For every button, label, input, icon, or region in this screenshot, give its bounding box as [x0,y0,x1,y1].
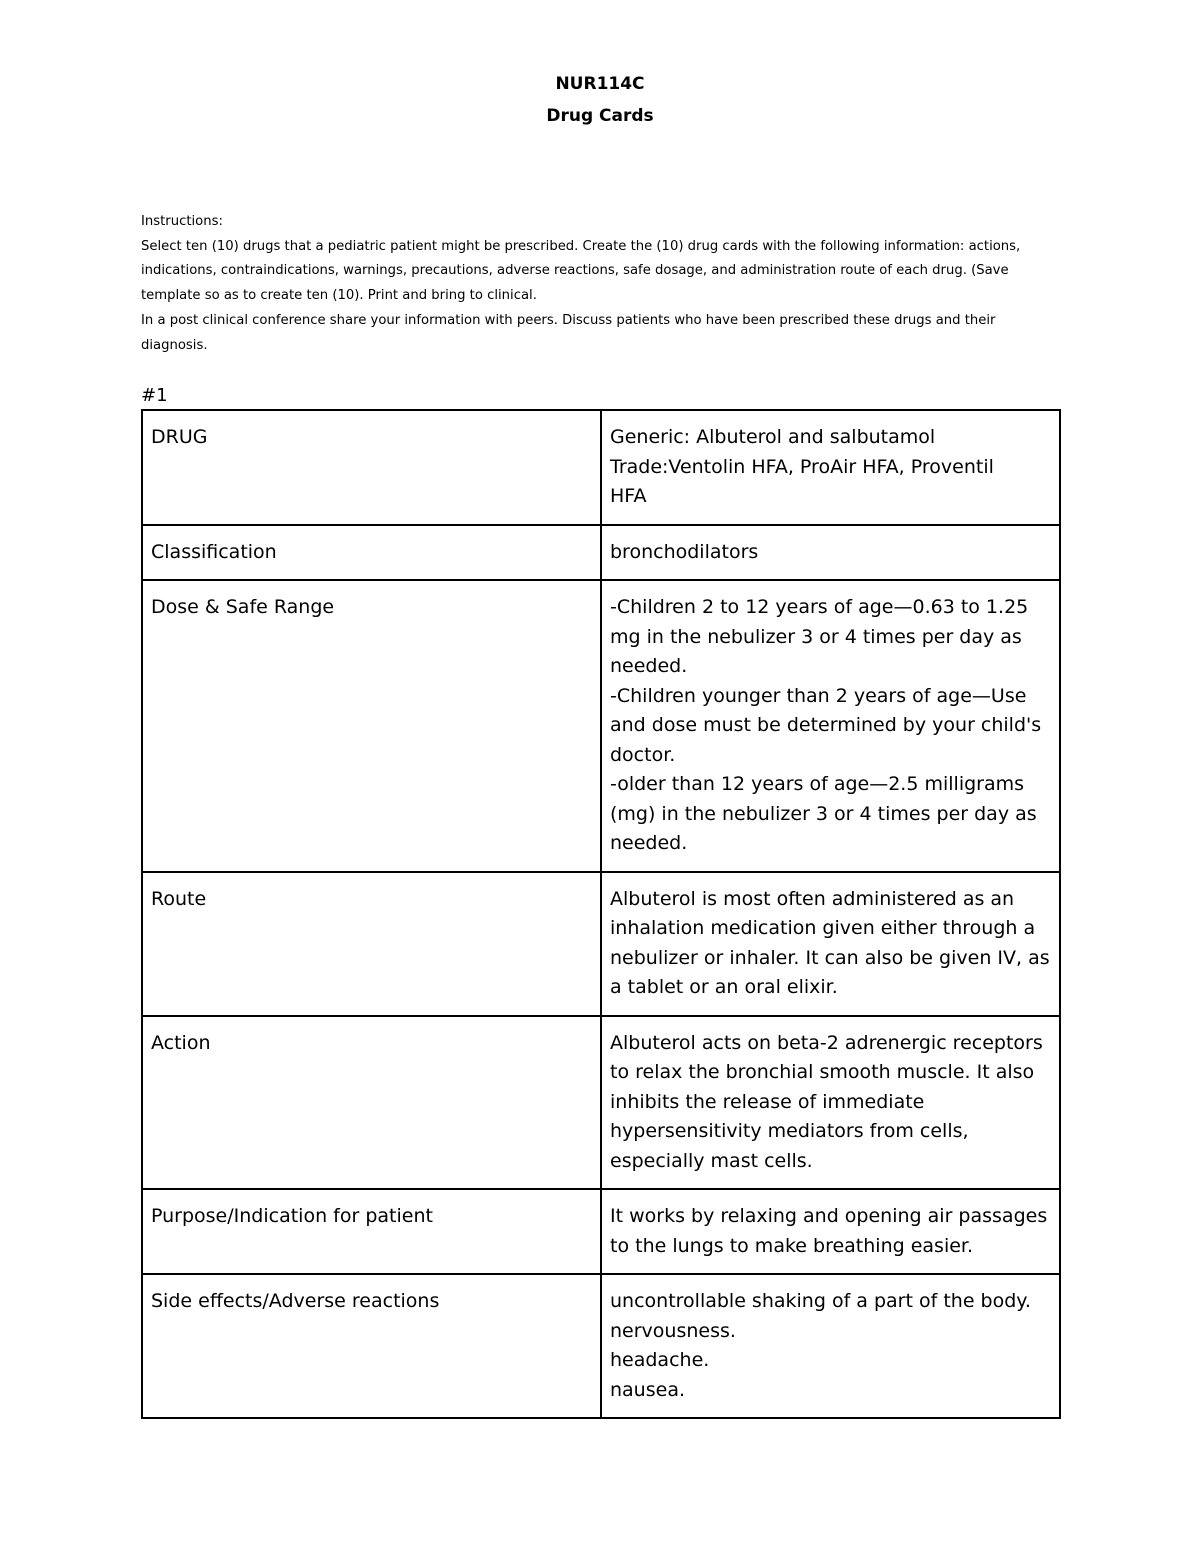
row-value-line: mg in the nebulizer 3 or 4 times per day as [610,625,1022,648]
row-value-line: needed. [610,832,688,854]
instructions-line: template so as to create ten (10). Print and bring to clinical. [141,288,537,304]
row-value-line: uncontrollable shaking of a part of the body. [610,1290,1031,1312]
row-value-line: inhibits the release of immediate [610,1090,925,1113]
row-value [601,872,1060,1016]
row-value-line: nausea. [610,1378,685,1401]
table-row [142,410,1060,525]
row-value-line: doctor. [610,743,676,766]
row-value-line: HFA [610,485,647,507]
card-number: #1 [141,385,168,406]
row-value-line: Trade:Ventolin HFA, ProAir HFA, Proventil [610,455,994,478]
instructions-line: Select ten (10) drugs that a pediatric patient might be prescribed. Create the (10) drug cards with the following information: actions, [141,238,1021,254]
row-value-line: to relax the bronchial smooth muscle. It also [610,1061,1035,1083]
row-value-line: -Children 2 to 12 years of age—0.63 to 1.25 [610,596,1029,618]
table-row [142,872,1060,1016]
row-value-line: bronchodilators [610,540,759,563]
table-row [142,1016,1060,1190]
row-value-line: It works by relaxing and opening air passages [610,1205,1048,1227]
row-value-line: and dose must be determined by your child's [610,714,1042,736]
row-value-line: to the lungs to make breathing easier. [610,1234,974,1257]
row-label: Side effects/Adverse reactions [142,1274,601,1418]
row-value [601,580,1060,872]
row-value-line: nebulizer or inhaler. It can also be given IV, as [610,946,1050,969]
row-value-line: -older than 12 years of age—2.5 milligrams [610,773,1025,795]
row-value-line: Albuterol acts on beta-2 adrenergic receptors [610,1031,1043,1054]
row-value-line: hypersensitivity mediators from cells, [610,1120,969,1142]
instructions-block [141,210,1061,358]
row-value-line: nervousness. [610,1319,736,1342]
table-row [142,1189,1060,1274]
row-value-line: Albuterol is most often administered as an [610,887,1015,910]
row-value [601,1274,1060,1418]
row-value-line: (mg) in the nebulizer 3 or 4 times per day as [610,802,1037,825]
row-label: Dose & Safe Range [142,580,601,872]
page-title: NUR114C [555,74,645,94]
instructions-line: In a post clinical conference share your information with peers. Discuss patients who have been prescribed these drugs and their [141,312,996,328]
row-value-line: -Children younger than 2 years of age—Use [610,684,1027,707]
row-value [601,1189,1060,1274]
instructions-heading: Instructions: [141,214,223,229]
row-value [601,1016,1060,1190]
instructions-line: diagnosis. [141,337,208,353]
row-value-line: headache. [610,1349,710,1371]
row-value [601,410,1060,525]
table-row [142,580,1060,872]
row-value [601,525,1060,581]
row-label: Action [142,1016,601,1190]
row-label: Route [142,872,601,1016]
row-value-line: a tablet or an oral elixir. [610,976,838,998]
row-label: Purpose/Indication for patient [142,1189,601,1274]
page-subtitle: Drug Cards [546,106,654,126]
row-label: DRUG [142,410,601,525]
table-row [142,1274,1060,1418]
drug-card-table [141,409,1061,1419]
row-value-line: Generic: Albuterol and salbutamol [610,426,936,448]
row-value-line: needed. [610,655,688,677]
row-value-line: inhalation medication given either through a [610,917,1036,939]
row-label: Classification [142,525,601,581]
table-row [142,525,1060,581]
row-value-line: especially mast cells. [610,1149,813,1172]
instructions-line: indications, contraindications, warnings, precautions, adverse reactions, safe dosage, and administration route of each drug. (Save [141,263,1009,279]
